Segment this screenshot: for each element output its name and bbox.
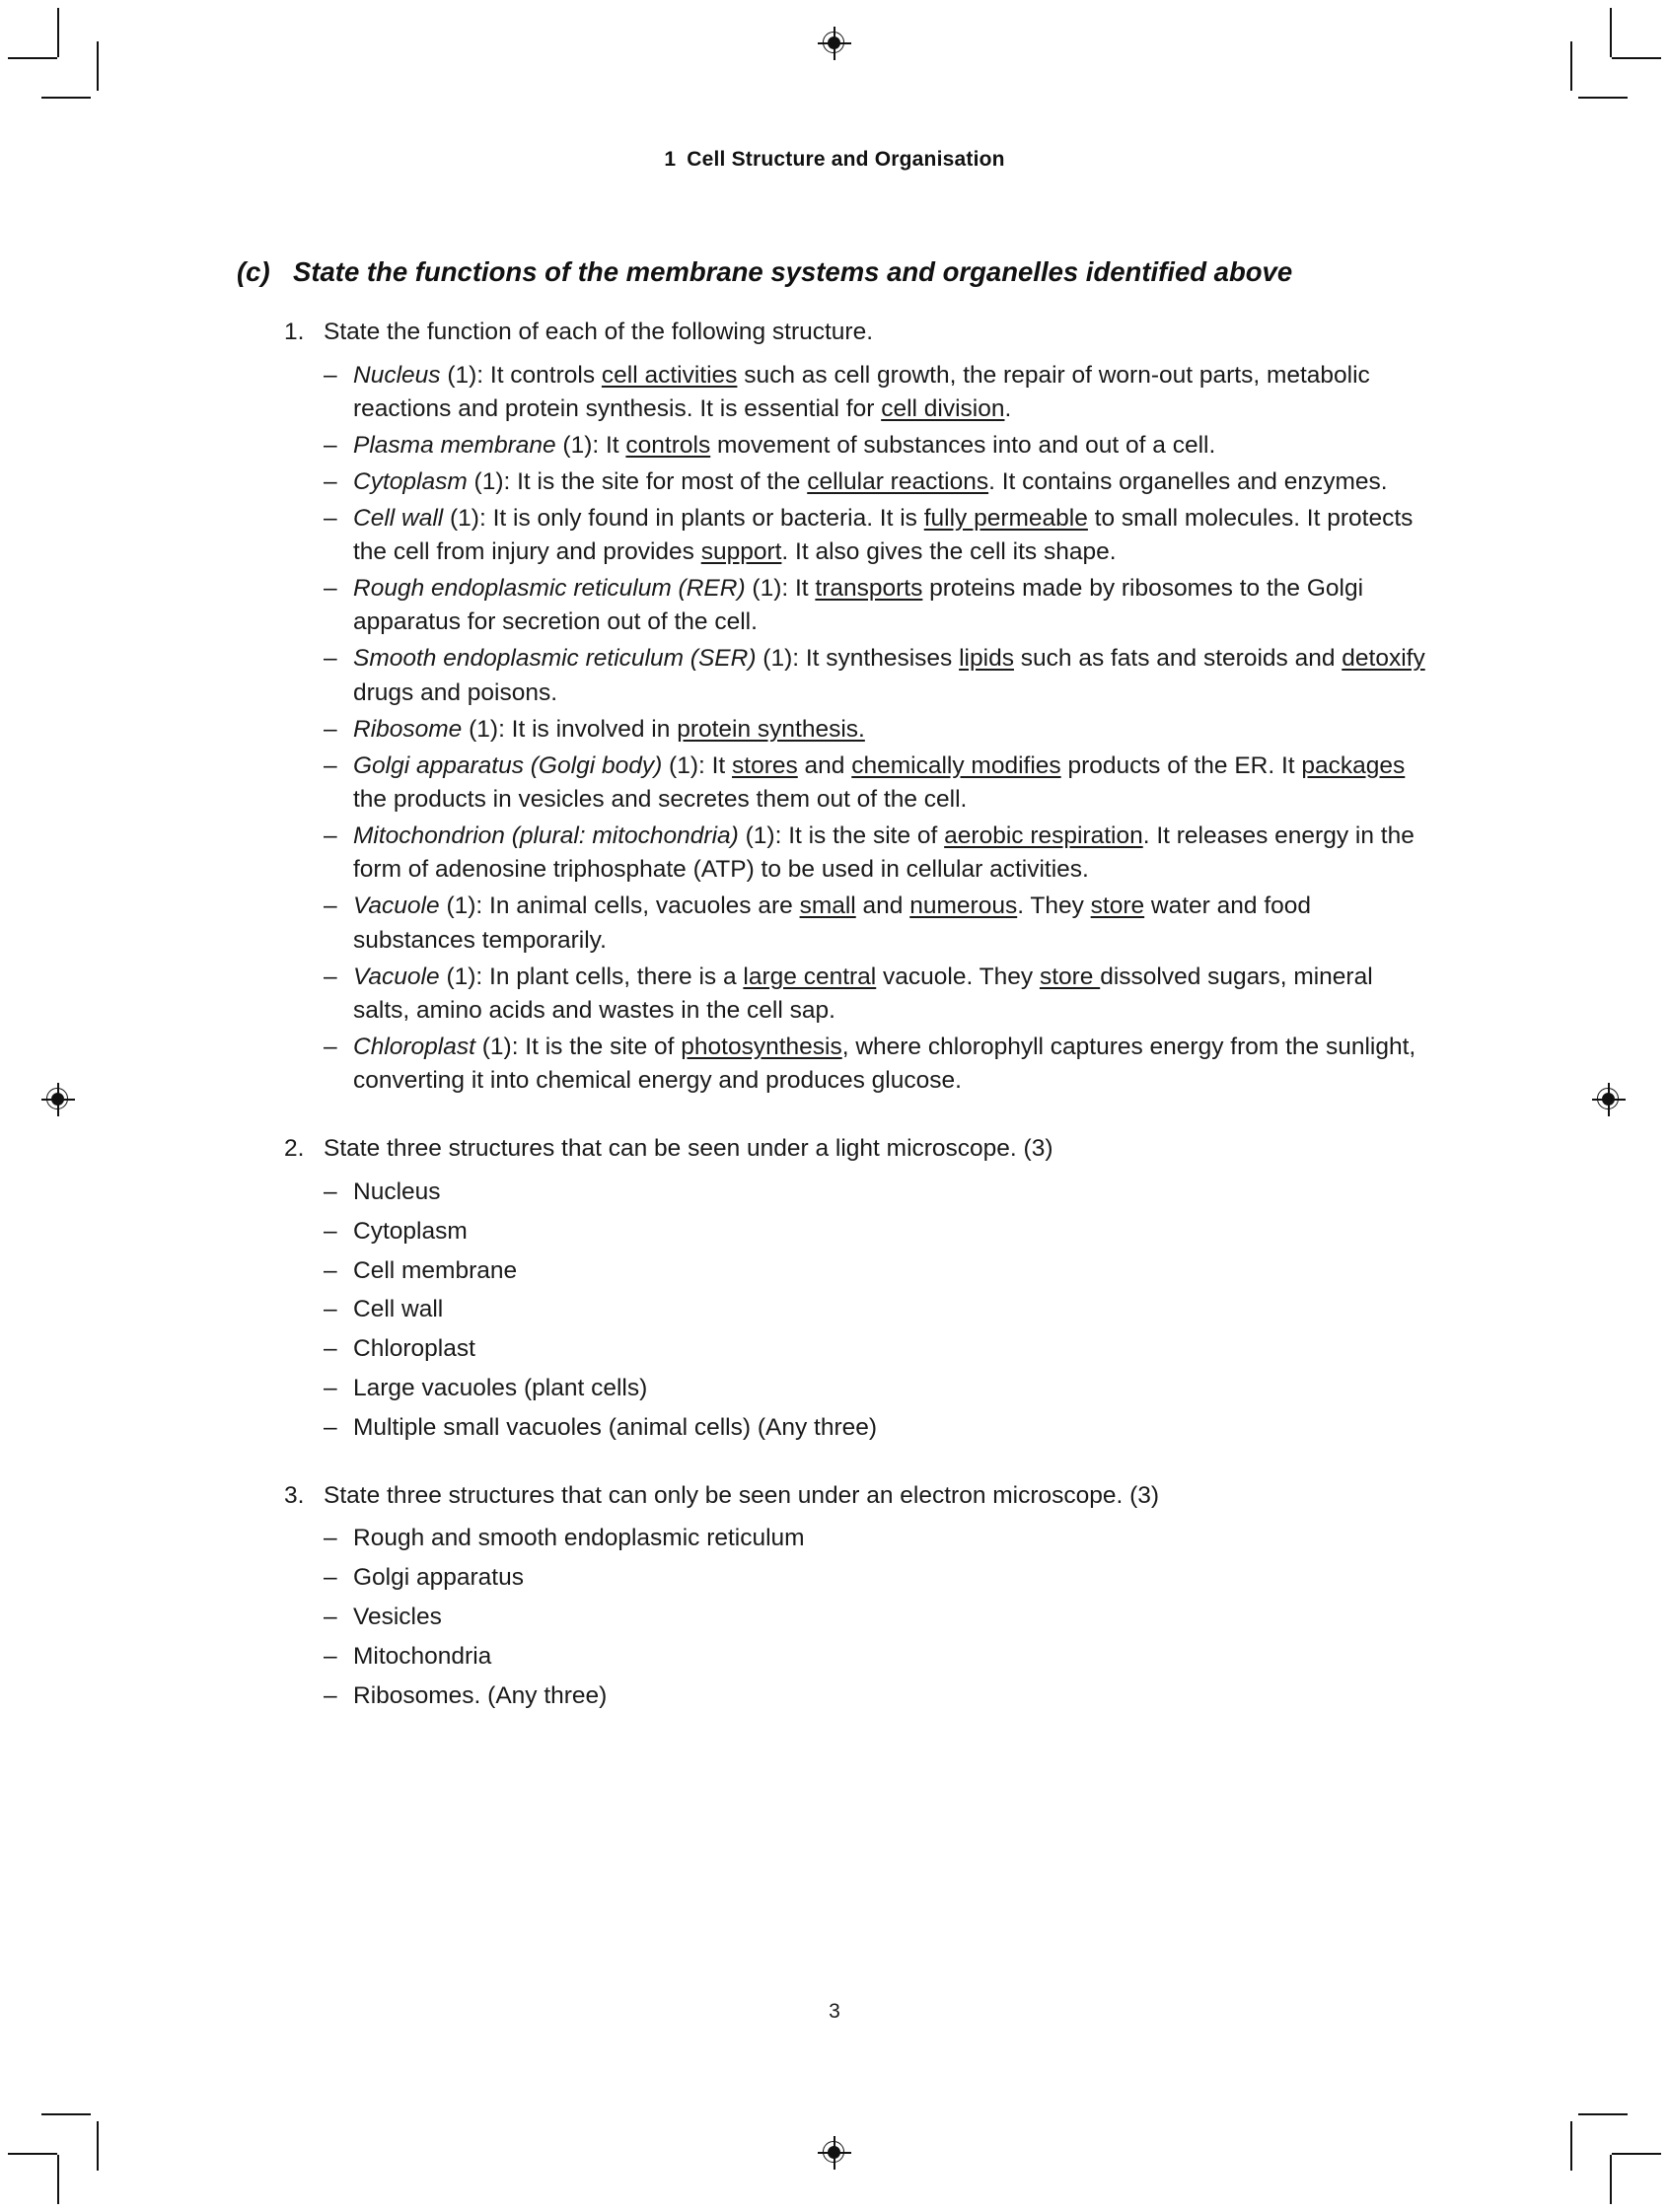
question-text: State three structures that can be seen under a light microscope. (3)	[324, 1134, 1053, 1162]
underlined-keyword: detoxify	[1342, 645, 1425, 673]
answer-item	[324, 502, 1435, 570]
answer-item-body: Vesicles	[353, 1604, 442, 1631]
answer-text-run: .	[1004, 394, 1012, 422]
answer-item	[324, 1293, 1435, 1326]
question-prompt	[284, 1479, 1435, 1514]
answer-text-run: to small molecules. It protects the cell from injury and provides	[353, 504, 1414, 566]
answer-text-run: water and food substances temporarily.	[353, 892, 1312, 954]
answer-item	[324, 1372, 1435, 1405]
answer-item-body	[353, 359, 1435, 427]
dash-bullet: –	[324, 1375, 337, 1402]
answer-item	[324, 1215, 1435, 1249]
mark-allocation: (1):	[555, 431, 600, 459]
answer-item-body	[353, 465, 1435, 499]
dash-bullet: –	[324, 361, 337, 389]
answer-text-run: It is the site for most of the	[510, 467, 808, 495]
answer-item	[324, 1411, 1435, 1445]
organelle-term: Cell wall	[353, 504, 444, 532]
question-block	[237, 1132, 1435, 1446]
underlined-keyword: store	[1090, 892, 1145, 920]
organelle-term: Ribosome	[353, 715, 463, 743]
question-number: 3.	[284, 1481, 305, 1509]
dash-bullet: –	[324, 1034, 337, 1061]
answer-item	[324, 1601, 1435, 1634]
mark-allocation: (1):	[440, 361, 484, 389]
mark-allocation: (1):	[745, 575, 789, 603]
answer-text-run: and	[855, 892, 910, 920]
answer-item	[324, 961, 1435, 1029]
answer-item	[324, 465, 1435, 499]
organelle-term: Smooth endoplasmic reticulum (SER)	[353, 645, 757, 673]
organelle-term: Golgi apparatus (Golgi body)	[353, 751, 663, 779]
answer-item-body: Large vacuoles (plant cells)	[353, 1375, 648, 1402]
underlined-keyword: aerobic respiration	[944, 822, 1143, 850]
answer-text-run: vacuole. They	[876, 963, 1040, 990]
answer-item-body: Golgi apparatus	[353, 1564, 524, 1592]
page-content	[237, 254, 1435, 1720]
question-block	[237, 316, 1435, 1099]
dash-bullet: –	[324, 1335, 337, 1363]
underlined-keyword: cellular reactions	[807, 467, 989, 495]
organelle-term: Vacuole	[353, 892, 440, 920]
underlined-keyword: cell division	[881, 394, 1005, 422]
dash-bullet: –	[324, 822, 337, 850]
underlined-keyword: stores	[732, 751, 798, 779]
answer-item-body	[353, 572, 1435, 640]
answer-item	[324, 1176, 1435, 1209]
answer-text-run: dissolved sugars, mineral salts, amino acids and wastes in the cell sap.	[353, 963, 1373, 1025]
answer-item	[324, 749, 1435, 818]
dash-bullet: –	[324, 1177, 337, 1205]
answer-item-body	[353, 713, 1435, 747]
answer-text-run: It	[599, 431, 626, 459]
underlined-keyword: chemically modifies	[851, 751, 1061, 779]
answer-text-run: products of the ER. It	[1060, 751, 1302, 779]
underlined-keyword: transports	[815, 575, 923, 603]
mark-allocation: (1):	[439, 963, 483, 990]
section-heading-label: (c)	[237, 256, 270, 287]
answer-item-body	[353, 961, 1435, 1029]
dash-bullet: –	[324, 1525, 337, 1552]
answer-item	[324, 1561, 1435, 1595]
answer-item	[324, 359, 1435, 427]
answer-text-run: It controls	[483, 361, 602, 389]
answer-text-run: drugs and poisons.	[353, 678, 558, 706]
questions-list	[237, 316, 1435, 1714]
answer-item-body	[353, 749, 1435, 818]
answer-text-run: such as cell growth, the repair of worn-out parts, metabolic reactions and protein synthesis. It is essential for	[353, 361, 1370, 422]
answer-text-run: It	[704, 751, 733, 779]
mark-allocation: (1):	[443, 504, 486, 532]
answer-item	[324, 1522, 1435, 1555]
mark-allocation: (1):	[474, 1034, 519, 1061]
dash-bullet: –	[324, 751, 337, 779]
mark-allocation: (1):	[467, 467, 511, 495]
answer-item-body	[353, 429, 1435, 463]
organelle-term: Nucleus	[353, 361, 441, 389]
answer-item	[324, 890, 1435, 958]
mark-allocation: (1):	[462, 715, 505, 743]
answer-text-run: movement of substances into and out of a cell.	[710, 431, 1216, 459]
answer-item	[324, 1332, 1435, 1366]
question-prompt	[284, 316, 1435, 350]
underlined-keyword: cell activities	[601, 361, 738, 389]
dash-bullet: –	[324, 1217, 337, 1245]
dash-bullet: –	[324, 504, 337, 532]
question-text: State three structures that can only be seen under an electron microscope. (3)	[324, 1481, 1160, 1509]
answer-text-run: . They	[1017, 892, 1091, 920]
mark-allocation: (1):	[738, 822, 782, 850]
organelle-term: Mitochondrion (plural: mitochondria)	[353, 822, 739, 850]
running-head-title: Cell Structure and Organisation	[687, 148, 1005, 171]
answer-item	[324, 820, 1435, 888]
answer-item-body: Chloroplast	[353, 1335, 475, 1363]
dash-bullet: –	[324, 1604, 337, 1631]
underlined-keyword: lipids	[959, 645, 1014, 673]
question-block	[237, 1479, 1435, 1714]
organelle-term: Vacuole	[353, 963, 440, 990]
answer-item-body	[353, 1031, 1435, 1099]
underlined-keyword: packages	[1301, 751, 1406, 779]
answer-item-body: Ribosomes. (Any three)	[353, 1682, 608, 1710]
answer-item	[324, 572, 1435, 640]
dash-bullet: –	[324, 1414, 337, 1442]
mark-allocation: (1):	[439, 892, 483, 920]
answer-item	[324, 642, 1435, 710]
dash-bullet: –	[324, 1682, 337, 1710]
answer-item	[324, 1254, 1435, 1288]
dash-bullet: –	[324, 1296, 337, 1323]
underlined-keyword: protein synthesis.	[677, 715, 865, 743]
answer-item	[324, 1640, 1435, 1674]
answer-item-body: Cytoplasm	[353, 1217, 468, 1245]
question-number: 1.	[284, 318, 305, 345]
underlined-keyword: fully permeable	[923, 504, 1088, 532]
dash-bullet: –	[324, 892, 337, 920]
answer-text-run: the products in vesicles and secretes them out of the cell.	[353, 786, 968, 814]
dash-bullet: –	[324, 715, 337, 743]
dash-bullet: –	[324, 575, 337, 603]
dash-bullet: –	[324, 431, 337, 459]
answer-list	[237, 1522, 1435, 1713]
mark-allocation: (1):	[662, 751, 705, 779]
underlined-keyword: store	[1039, 963, 1101, 990]
question-prompt	[284, 1132, 1435, 1167]
answer-text-run: It is the site of	[518, 1034, 682, 1061]
answer-text-run: It synthesises	[799, 645, 960, 673]
organelle-term: Cytoplasm	[353, 467, 468, 495]
section-heading-c	[237, 254, 1435, 290]
section-heading-text: State the functions of the membrane systems and organelles identified above	[293, 256, 1293, 287]
organelle-term: Rough endoplasmic reticulum (RER)	[353, 575, 746, 603]
dash-bullet: –	[324, 467, 337, 495]
answer-item-body: Mitochondria	[353, 1643, 492, 1671]
answer-item-body	[353, 502, 1435, 570]
answer-text-run: In animal cells, vacuoles are	[482, 892, 800, 920]
answer-text-run: proteins made by ribosomes to the Golgi apparatus for secretion out of the cell.	[353, 575, 1364, 636]
underlined-keyword: photosynthesis	[681, 1034, 842, 1061]
answer-text-run: It is the site of	[781, 822, 945, 850]
underlined-keyword: support	[700, 538, 782, 566]
answer-item-body: Multiple small vacuoles (animal cells) (Any three)	[353, 1414, 878, 1442]
answer-item	[324, 713, 1435, 747]
answer-text-run: It is only found in plants or bacteria. It is	[485, 504, 924, 532]
running-head	[0, 148, 1669, 172]
answer-item-body: Cell membrane	[353, 1256, 518, 1284]
dash-bullet: –	[324, 1643, 337, 1671]
answer-text-run: and	[797, 751, 852, 779]
running-head-chapter-number: 1	[664, 148, 677, 171]
dash-bullet: –	[324, 1256, 337, 1284]
answer-text-run: , where chlorophyll captures energy from the sunlight, converting it into chemical energy and produces glucose.	[353, 1034, 1416, 1095]
underlined-keyword: controls	[625, 431, 711, 459]
question-text: State the function of each of the following structure.	[324, 318, 874, 345]
organelle-term: Chloroplast	[353, 1034, 475, 1061]
underlined-keyword: small	[799, 892, 856, 920]
mark-allocation: (1):	[756, 645, 800, 673]
underlined-keyword: numerous	[909, 892, 1018, 920]
answer-text-run: such as fats and steroids and	[1013, 645, 1342, 673]
answer-list	[237, 1176, 1435, 1446]
answer-text-run: In plant cells, there is a	[482, 963, 744, 990]
answer-item-body	[353, 820, 1435, 888]
underlined-keyword: large central	[743, 963, 877, 990]
answer-item-body	[353, 890, 1435, 958]
answer-text-run: . It releases energy in the form of adenosine triphosphate (ATP) to be used in cellular activities.	[353, 822, 1415, 884]
answer-item-body	[353, 642, 1435, 710]
answer-text-run: It is involved in	[504, 715, 678, 743]
answer-item-body: Rough and smooth endoplasmic reticulum	[353, 1525, 805, 1552]
page-number: 3	[829, 2000, 840, 2023]
answer-item-body: Cell wall	[353, 1296, 444, 1323]
dash-bullet: –	[324, 645, 337, 673]
answer-list	[237, 359, 1435, 1099]
organelle-term: Plasma membrane	[353, 431, 556, 459]
answer-item	[324, 1031, 1435, 1099]
answer-text-run: . It contains organelles and enzymes.	[988, 467, 1388, 495]
answer-text-run: . It also gives the cell its shape.	[781, 538, 1117, 566]
answer-item	[324, 1679, 1435, 1713]
question-number: 2.	[284, 1134, 305, 1162]
answer-item-body: Nucleus	[353, 1177, 441, 1205]
answer-item	[324, 429, 1435, 463]
dash-bullet: –	[324, 1564, 337, 1592]
dash-bullet: –	[324, 963, 337, 990]
answer-text-run: It	[788, 575, 816, 603]
